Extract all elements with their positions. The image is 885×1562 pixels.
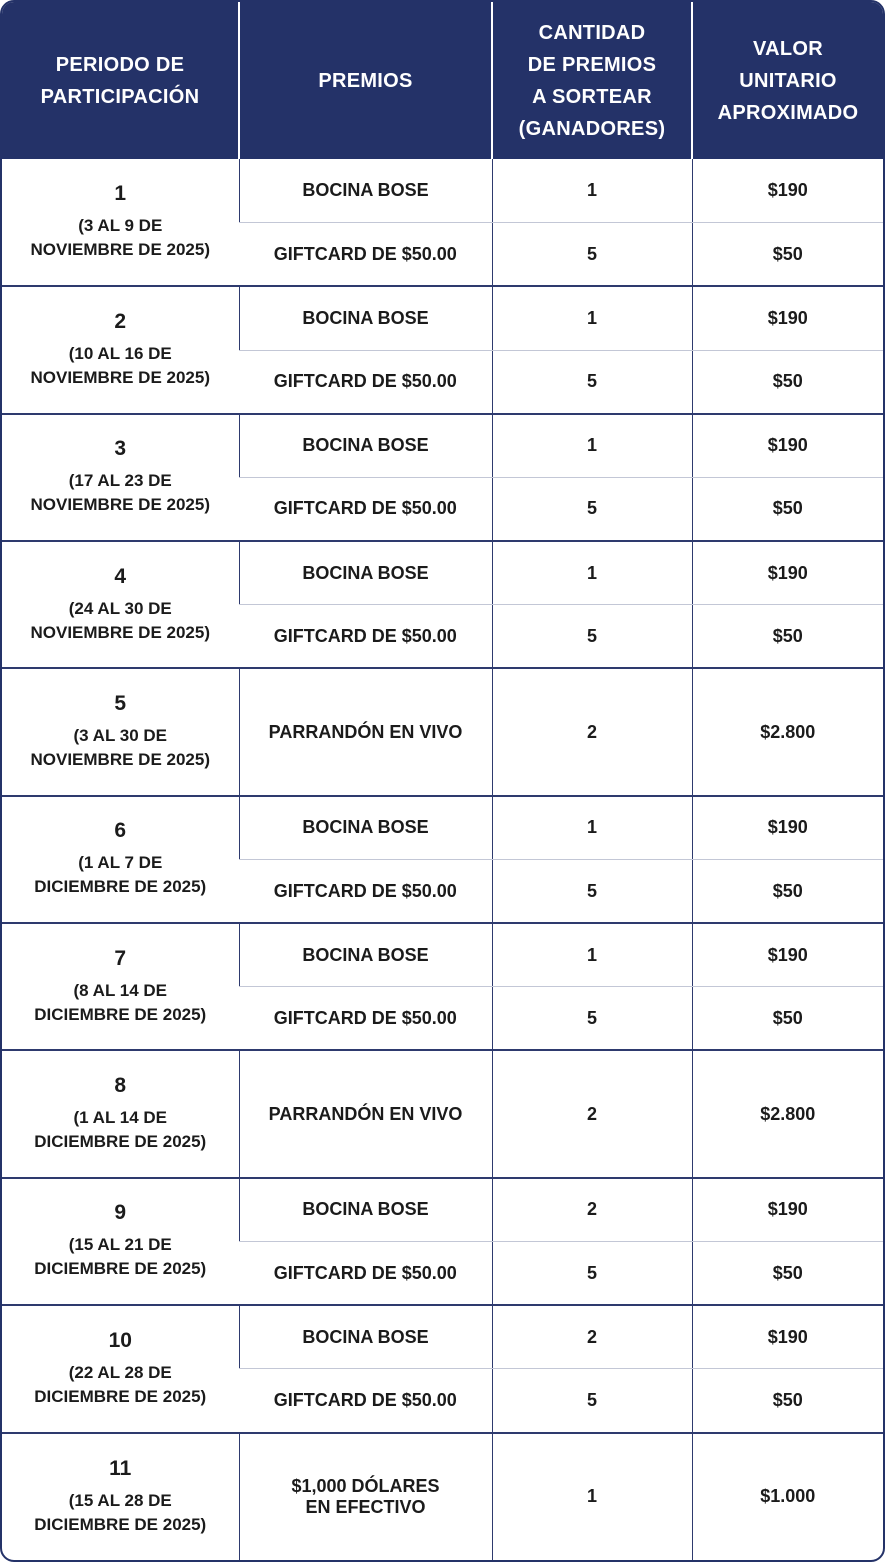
period-number: 2 [114, 310, 127, 334]
period-date-range: (8 AL 14 DE [73, 980, 168, 1000]
prize-quantity: 1 [492, 414, 692, 478]
prize-unit-value: $50 [692, 350, 883, 414]
period-cell [2, 1050, 239, 1177]
prize-unit-value: $1.000 [692, 1433, 883, 1561]
prize-quantity: 5 [492, 1241, 692, 1305]
period-cell [2, 668, 239, 795]
prize-unit-value: $50 [692, 987, 883, 1051]
period-date-range: (10 AL 16 DE [68, 344, 172, 364]
period-cell [2, 923, 239, 1050]
prize-name: PARRANDÓN EN VIVO [268, 721, 463, 742]
period-date-range: (1 AL 7 DE [78, 853, 163, 873]
period-date-range: NOVIEMBRE DE 2025) [30, 240, 210, 260]
period-cell [2, 1433, 239, 1561]
header-unit-value: VALOR UNITARIO APROXIMADO [692, 2, 883, 159]
period-date-range: (3 AL 9 DE [78, 216, 163, 236]
prize-name: GIFTCARD DE $50.00 [273, 498, 457, 519]
prize-name-cell [239, 477, 492, 541]
prize-quantity: 5 [492, 987, 692, 1051]
table-row [2, 414, 883, 478]
prize-unit-value: $50 [692, 859, 883, 923]
period-date-range: NOVIEMBRE DE 2025) [30, 622, 210, 642]
prize-quantity: 5 [492, 605, 692, 669]
period-date-range: NOVIEMBRE DE 2025) [30, 750, 210, 770]
prize-name-cell [239, 1305, 492, 1369]
prize-name: BOCINA BOSE [302, 562, 429, 583]
period-cell [2, 796, 239, 923]
period-number: 9 [114, 1201, 127, 1225]
period-number: 8 [114, 1074, 127, 1098]
prize-quantity: 5 [492, 859, 692, 923]
prize-unit-value: $190 [692, 541, 883, 605]
period-date-range: (1 AL 14 DE [73, 1108, 168, 1128]
period-date-range: DICIEMBRE DE 2025) [34, 1132, 207, 1152]
table-row [2, 668, 883, 795]
period-number: 7 [114, 946, 127, 970]
prize-name: GIFTCARD DE $50.00 [273, 1007, 457, 1028]
prize-quantity: 2 [492, 668, 692, 795]
prize-quantity: 2 [492, 1305, 692, 1369]
prize-name-cell [239, 1433, 492, 1561]
prize-name-cell [239, 1241, 492, 1305]
period-number: 11 [109, 1456, 132, 1480]
period-cell [2, 1305, 239, 1432]
period-cell [2, 286, 239, 413]
prize-name-cell [239, 668, 492, 795]
period-date-range: (15 AL 28 DE [68, 1490, 172, 1510]
prize-name: GIFTCARD DE $50.00 [273, 243, 457, 264]
prize-name-cell [239, 923, 492, 987]
period-date-range: (22 AL 28 DE [68, 1362, 172, 1382]
table-row [2, 1050, 883, 1177]
prize-quantity: 1 [492, 159, 692, 223]
period-number: 6 [114, 819, 127, 843]
period-date-range: (24 AL 30 DE [68, 598, 172, 618]
prize-name-cell [239, 1369, 492, 1433]
period-date-range: DICIEMBRE DE 2025) [34, 1004, 207, 1024]
prize-unit-value: $190 [692, 796, 883, 860]
period-number: 3 [114, 437, 127, 461]
prize-unit-value: $190 [692, 414, 883, 478]
table-row [2, 1305, 883, 1369]
prize-unit-value: $50 [692, 1241, 883, 1305]
prize-name-cell [239, 350, 492, 414]
period-cell [2, 1178, 239, 1305]
prize-quantity: 1 [492, 541, 692, 605]
prize-quantity: 1 [492, 796, 692, 860]
prize-name-cell [239, 605, 492, 669]
prize-unit-value: $50 [692, 477, 883, 541]
prize-name: $1,000 DÓLARES [291, 1475, 440, 1496]
prize-unit-value: $190 [692, 1305, 883, 1369]
table-header-row [2, 2, 883, 159]
prize-quantity: 5 [492, 477, 692, 541]
period-date-range: (15 AL 21 DE [68, 1235, 172, 1255]
prize-quantity: 2 [492, 1178, 692, 1242]
period-cell [2, 541, 239, 668]
table-row [2, 923, 883, 987]
prize-name: BOCINA BOSE [302, 435, 429, 456]
prize-unit-value: $190 [692, 159, 883, 223]
prize-name-cell [239, 987, 492, 1051]
prize-name: BOCINA BOSE [302, 817, 429, 838]
prize-name-cell [239, 159, 492, 223]
prize-name: BOCINA BOSE [302, 1326, 429, 1347]
prize-unit-value: $190 [692, 923, 883, 987]
prize-unit-value: $2.800 [692, 1050, 883, 1177]
prize-name-cell [239, 286, 492, 350]
prize-name: BOCINA BOSE [302, 307, 429, 328]
prize-name: GIFTCARD DE $50.00 [273, 880, 457, 901]
prize-name: GIFTCARD DE $50.00 [273, 371, 457, 392]
prize-table-grid [2, 2, 883, 1560]
prize-unit-value: $190 [692, 1178, 883, 1242]
table-row [2, 1178, 883, 1242]
prize-quantity: 1 [492, 923, 692, 987]
period-date-range: DICIEMBRE DE 2025) [34, 1386, 207, 1406]
period-number: 5 [114, 692, 127, 716]
prize-name-cell [239, 796, 492, 860]
period-date-range: DICIEMBRE DE 2025) [34, 1259, 207, 1279]
table-row [2, 1433, 883, 1561]
prize-name: BOCINA BOSE [302, 944, 429, 965]
prize-quantity: 1 [492, 1433, 692, 1561]
period-number: 10 [108, 1328, 132, 1352]
prize-name-cell [239, 414, 492, 478]
period-cell [2, 414, 239, 541]
period-number: 1 [114, 182, 127, 206]
period-date-range: NOVIEMBRE DE 2025) [30, 495, 210, 515]
period-date-range: (3 AL 30 DE [73, 726, 168, 746]
prize-unit-value: $50 [692, 605, 883, 669]
prize-quantity: 5 [492, 223, 692, 287]
header-prizes: PREMIOS [239, 2, 492, 159]
period-number: 4 [114, 564, 127, 588]
period-date-range: (17 AL 23 DE [68, 471, 172, 491]
prize-name-cell [239, 1050, 492, 1177]
prize-unit-value: $2.800 [692, 668, 883, 795]
period-date-range: NOVIEMBRE DE 2025) [30, 368, 210, 388]
prize-unit-value: $190 [692, 286, 883, 350]
prize-name: GIFTCARD DE $50.00 [273, 625, 457, 646]
prize-unit-value: $50 [692, 223, 883, 287]
prize-quantity: 5 [492, 350, 692, 414]
period-date-range: DICIEMBRE DE 2025) [34, 1514, 207, 1534]
table-row [2, 796, 883, 860]
prize-quantity: 5 [492, 1369, 692, 1433]
table-body [2, 159, 883, 1560]
table-row [2, 541, 883, 605]
prize-quantity: 1 [492, 286, 692, 350]
prize-name: GIFTCARD DE $50.00 [273, 1389, 457, 1410]
prize-name: EN EFECTIVO [305, 1496, 426, 1517]
prize-name-cell [239, 223, 492, 287]
prize-name-cell [239, 541, 492, 605]
period-cell [2, 159, 239, 286]
header-period: PERIODO DE PARTICIPACIÓN [2, 2, 239, 159]
header-quantity: CANTIDAD DE PREMIOS A SORTEAR (GANADORES) [492, 2, 692, 159]
table-row [2, 286, 883, 350]
prize-unit-value: $50 [692, 1369, 883, 1433]
prize-name: BOCINA BOSE [302, 1199, 429, 1220]
table-row [2, 159, 883, 223]
prize-name-cell [239, 859, 492, 923]
prize-name: GIFTCARD DE $50.00 [273, 1262, 457, 1283]
prize-name: BOCINA BOSE [302, 180, 429, 201]
prize-name: PARRANDÓN EN VIVO [268, 1103, 463, 1124]
prize-quantity: 2 [492, 1050, 692, 1177]
period-date-range: DICIEMBRE DE 2025) [34, 877, 207, 897]
prize-name-cell [239, 1178, 492, 1242]
